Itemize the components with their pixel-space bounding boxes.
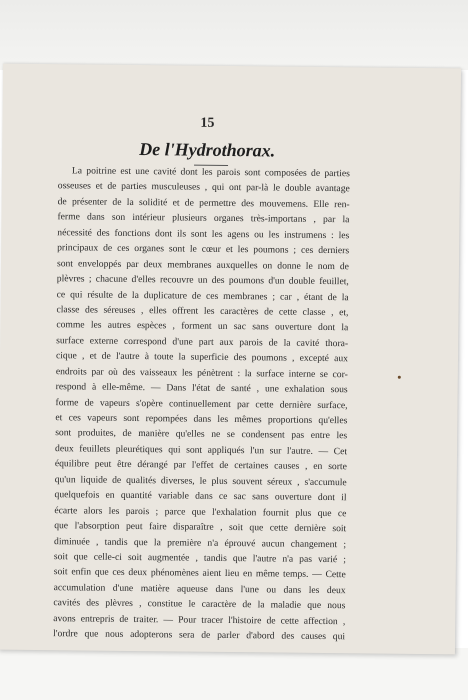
text-line: surface externe correspond d'une part aux parois de la cavité thora-	[56, 335, 349, 350]
text-line: avons entrepris de traiter. — Pour tracer l'histoire de cette affection ,	[53, 612, 346, 627]
text-line: deux feuillets pleurétiques qui sont appliqués l'un sur l'autre. — Cet	[54, 443, 348, 458]
text-line: qu'un liquide de qualités diverses, le plus souvent séreux , s'accumule	[54, 473, 347, 488]
paper-page	[0, 64, 461, 655]
text-line: sont enveloppés par deux membranes auxquelles on donne le nom de	[56, 257, 350, 272]
text-line: et ces vapeurs sont repompées dans les mêmes proportions qu'elles	[55, 412, 348, 427]
text-line: principaux de ces organes sont le cœur et les poumons ; ces derniers	[57, 242, 350, 257]
text-line: La poitrine est une cavité dont les parois sont composées de parties	[71, 165, 351, 180]
text-line: endroits par où des vaisseaux les pénètrent : la surface interne se cor-	[55, 365, 348, 380]
text-line: soit que celle-ci soit augmentée , tandis que l'autre n'a pas varié ;	[53, 551, 346, 566]
text-line: nécessité des fonctions dont ils sont les agens ou les instrumens : les	[57, 226, 350, 242]
text-line: forme de vapeurs s'opère continuellement par cette dernière surface,	[55, 396, 348, 411]
page-number: 15	[200, 115, 215, 131]
body-text	[53, 163, 350, 645]
ink-spot	[398, 376, 401, 379]
text-line: cique , et de l'autre à toute la superficie des poumons , excepté aux	[55, 350, 349, 365]
text-line: l'ordre que nous adopterons sera de parler d'abord des causes qui	[53, 628, 346, 643]
text-line: sont produites, de manière qu'elles ne se condensent pas entre les	[55, 427, 348, 442]
text-line: écarte alors les parois ; parce que l'exhalation fournit plus que ce	[54, 504, 347, 519]
text-line: comme les autres espèces , forment un sac sans ouverture dont la	[56, 319, 349, 334]
text-line: respond à elle-même. — Dans l'état de santé , une exhalation sous	[55, 381, 348, 396]
background-bottom	[0, 648, 468, 700]
section-heading: De l'Hydrothorax.	[139, 139, 276, 161]
text-line: plèvres ; chacune d'elles recouvre un des poumons d'un double feuillet,	[56, 273, 349, 288]
text-line: de présenter de la solidité et de permettre des mouvemens. Elle ren-	[57, 196, 350, 211]
text-line: osseuses et de parties musculeuses , qui ont par-là le double avantage	[57, 180, 350, 195]
background-top	[0, 0, 468, 70]
text-line: que l'absorption peut faire disparaître , soit que cette dernière soit	[54, 520, 347, 535]
text-line: soit enfin que ces deux phénomènes aient lieu en même temps. — Cette	[53, 566, 346, 581]
text-line: quelquefois en quantité variable dans ce sac sans ouverture dont il	[54, 489, 347, 504]
text-line: ce qui résulte de la duplicature de ces membranes ; car , étant de la	[56, 288, 349, 303]
text-line: diminuée , tandis que la première n'a éprouvé aucun changement ;	[54, 535, 347, 550]
text-line: équilibre peut être dérangé par l'effet de certaines causes , en sorte	[54, 458, 347, 473]
text-line: cavités des plèvres , constitue le caractère de la maladie que nous	[53, 597, 346, 612]
text-line: classe des séreuses , elles offrent les caractères de cette classe , et,	[56, 304, 349, 319]
text-line: ferme dans son intérieur plusieurs organes très-importans , par la	[57, 211, 350, 226]
text-line: accumulation d'une matière aqueuse dans l'une ou dans les deux	[53, 581, 346, 597]
